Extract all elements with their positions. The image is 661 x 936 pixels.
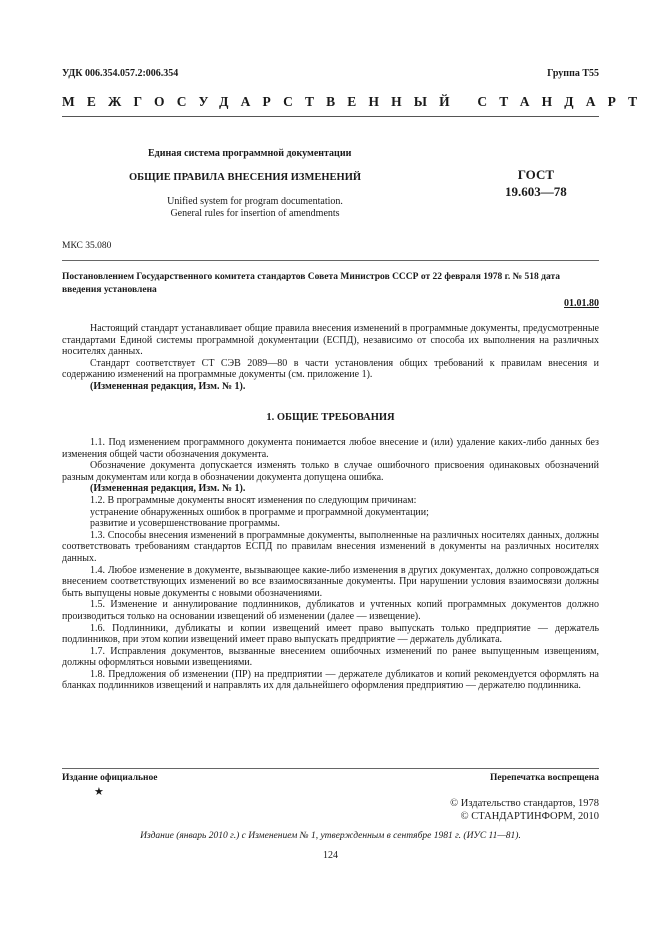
- standard-type-heading: МЕЖГОСУДАРСТВЕННЫЙ СТАНДАРТ: [62, 94, 650, 109]
- paragraph: 1.1. Под изменением программного документа понимается любое внесение и (или) удаление каких-либо данных без изменения общей части обозначения документа.: [62, 437, 599, 460]
- document-title: ОБЩИЕ ПРАВИЛА ВНЕСЕНИЯ ИЗМЕНЕНИЙ: [129, 172, 362, 183]
- paragraph: (Измененная редакция, Изм. № 1).: [90, 380, 246, 392]
- gost-designation: [505, 166, 567, 200]
- decree-text: Постановлением Государственного комитета стандартов Совета Министров СССР от 22 февраля 1978 г. № 518 дата введения установлена: [62, 272, 561, 295]
- mks-divider: [62, 260, 599, 261]
- gost-number: 19.603—78: [505, 184, 567, 199]
- introduction-date: 01.01.80: [564, 298, 599, 309]
- paragraph: Обозначение документа допускается изменять только в случае ошибочного присвоения одинаковых обозначений разным документам или когда в обозначении документа допущена ошибка.: [62, 460, 599, 483]
- section-paragraphs: [62, 437, 599, 692]
- header-divider: [62, 116, 599, 117]
- paragraph: развитие и усовершенствование программы.: [90, 518, 280, 530]
- english-title-line-2: General rules for insertion of amendments: [170, 208, 340, 219]
- star-icon: ★: [94, 786, 104, 798]
- paragraph: 1.5. Изменение и аннулирование подлинников, дубликатов и учтенных копий программных документов должно производиться только на основании извещений об изменении (далее — извещение).: [62, 599, 599, 622]
- paragraph: 1.6. Подлинники, дубликаты и копии извещений имеет право выпускать только предприятие — держатель подлинников, при этом копии извещений имеет право выпускать предприятие — держатель дубликата.: [62, 622, 599, 646]
- paragraph: устранение обнаруженных ошибок в программе и программной документации;: [90, 506, 429, 518]
- footer-divider: [62, 768, 599, 769]
- paragraph: 1.8. Предложения об изменении (ПР) на предприятии — держателе дубликатов и копий рекомендуется оформлять на бланках подлинников извещений и направлять их для дальнейшего оформления предприятию — держателю подлинника.: [62, 668, 599, 692]
- intro-paragraphs: [62, 323, 599, 393]
- udk-code: УДК 006.354.057.2:006.354: [62, 68, 179, 79]
- official-edition-label: Издание официальное: [62, 773, 158, 783]
- copyright-line-2: © СТАНДАРТИНФОРМ, 2010: [460, 811, 599, 822]
- paragraph: Настоящий стандарт устанавливает общие правила внесения изменений в программные документы, предусмотренные стандартами Единой системы программной документации (ЕСПД), независимо от способа их выполнения на различных носителях данных.: [62, 323, 599, 358]
- copyright-line-1: © Издательство стандартов, 1978: [450, 798, 599, 809]
- system-name: Единая система программной документации: [148, 148, 352, 159]
- page-number: 124: [323, 850, 338, 861]
- paragraph: Стандарт соответствует СТ СЭВ 2089—80 в части установления общих требований к правилам внесения и содержанию изменений на программные документы (см. приложение 1).: [62, 357, 599, 381]
- paragraph: (Измененная редакция, Изм. № 1).: [90, 483, 246, 495]
- english-title-line-1: Unified system for program documentation.: [167, 196, 343, 207]
- paragraph: 1.7. Исправления документов, вызванные внесением ошибочных изменений по ранее выпущенным извещениям, должны оформляться новыми извещениями.: [62, 645, 599, 669]
- group-code: Группа Т55: [547, 68, 599, 79]
- english-title: [160, 196, 350, 220]
- section-title: 1. ОБЩИЕ ТРЕБОВАНИЯ: [266, 412, 395, 423]
- reprint-prohibited-label: Перепечатка воспрещена: [489, 773, 599, 783]
- paragraph: 1.3. Способы внесения изменений в программные документы, выполненные на различных носителях данных, должны соответствовать требованиям стандартов ЕСПД по правилам внесения изменений в документы на различных носителях данных.: [62, 529, 599, 564]
- mks-code: МКС 35.080: [62, 241, 112, 251]
- edition-note: Издание (январь 2010 г.) с Изменением № 1, утвержденным в сентябре 1981 г. (ИУС 11—81).: [140, 831, 521, 841]
- paragraph: 1.2. В программные документы вносят изменения по следующим причинам:: [90, 494, 417, 506]
- gost-label: ГОСТ: [517, 167, 555, 182]
- paragraph: 1.4. Любое изменение в документе, вызывающее какие-либо изменения в других документах, должно сопровождаться внесением соответствующих изменений во все взаимосвязанные документы. При нарушении условия взаимосвязи должны быть выпущены новые документы с новыми обозначениями.: [62, 564, 599, 599]
